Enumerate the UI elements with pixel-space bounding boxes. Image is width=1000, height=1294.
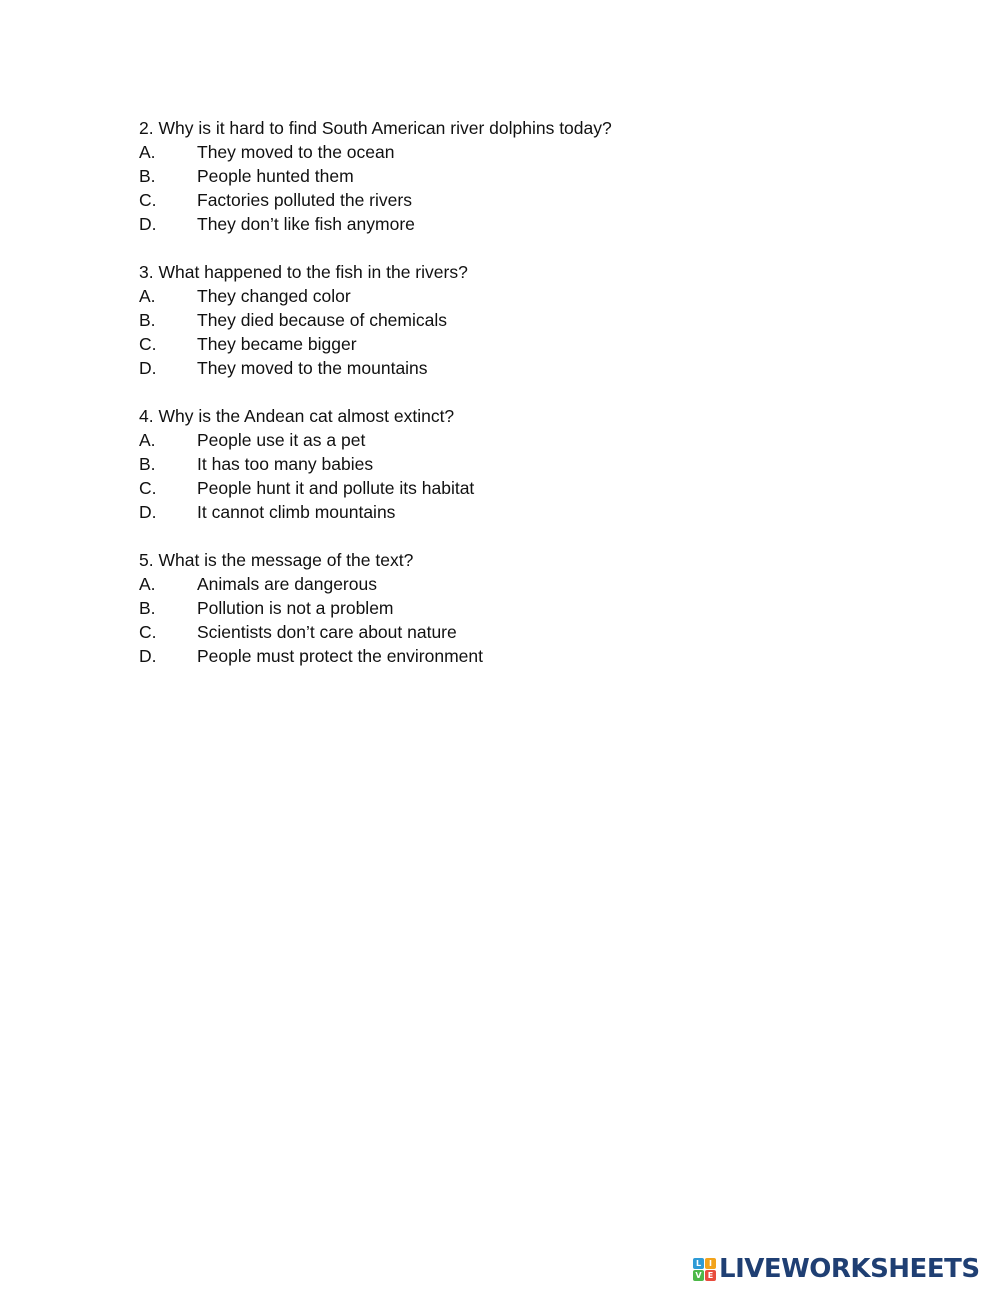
option-text: They moved to the mountains bbox=[197, 358, 428, 378]
option-text: They changed color bbox=[197, 286, 351, 306]
question-5 bbox=[139, 548, 899, 668]
option-c bbox=[139, 476, 899, 500]
question-text: 3. What happened to the fish in the rivers? bbox=[139, 262, 468, 282]
option-d bbox=[139, 500, 899, 524]
logo-mark-cell: L bbox=[693, 1258, 704, 1269]
worksheet bbox=[139, 116, 899, 692]
option-c bbox=[139, 332, 899, 356]
option-b bbox=[139, 452, 899, 476]
option-d bbox=[139, 644, 899, 668]
logo-mark-cell: V bbox=[693, 1270, 704, 1281]
option-letter: A. bbox=[139, 430, 156, 450]
option-text: Factories polluted the rivers bbox=[197, 190, 412, 210]
option-b bbox=[139, 308, 899, 332]
option-text: People hunted them bbox=[197, 166, 354, 186]
option-text: Pollution is not a problem bbox=[197, 598, 394, 618]
option-letter: B. bbox=[139, 598, 156, 618]
question-3 bbox=[139, 260, 899, 380]
liveworksheets-logo bbox=[693, 1254, 980, 1284]
question-text: 5. What is the message of the text? bbox=[139, 550, 414, 570]
option-letter: A. bbox=[139, 574, 156, 594]
option-c bbox=[139, 620, 899, 644]
option-a bbox=[139, 140, 899, 164]
option-letter: B. bbox=[139, 454, 156, 474]
option-letter: D. bbox=[139, 358, 157, 378]
option-letter: D. bbox=[139, 502, 157, 522]
option-letter: A. bbox=[139, 142, 156, 162]
logo-mark-cell: E bbox=[705, 1270, 716, 1281]
option-a bbox=[139, 572, 899, 596]
option-b bbox=[139, 596, 899, 620]
option-text: It has too many babies bbox=[197, 454, 374, 474]
logo-mark-cell: I bbox=[705, 1258, 716, 1269]
option-text: They don’t like fish anymore bbox=[197, 214, 415, 234]
question-text: 2. Why is it hard to find South American river dolphins today? bbox=[139, 118, 612, 138]
option-text: Animals are dangerous bbox=[197, 574, 377, 594]
option-letter: C. bbox=[139, 622, 157, 642]
option-text: People hunt it and pollute its habitat bbox=[197, 478, 475, 498]
option-text: They became bigger bbox=[197, 334, 357, 354]
option-c bbox=[139, 188, 899, 212]
option-b bbox=[139, 164, 899, 188]
option-letter: B. bbox=[139, 310, 156, 330]
option-a bbox=[139, 284, 899, 308]
option-letter: C. bbox=[139, 334, 157, 354]
option-text: Scientists don’t care about nature bbox=[197, 622, 457, 642]
option-text: People use it as a pet bbox=[197, 430, 366, 450]
option-letter: A. bbox=[139, 286, 156, 306]
question-text: 4. Why is the Andean cat almost extinct? bbox=[139, 406, 455, 426]
option-letter: D. bbox=[139, 214, 157, 234]
option-text: People must protect the environment bbox=[197, 646, 483, 666]
option-text: They moved to the ocean bbox=[197, 142, 395, 162]
option-letter: C. bbox=[139, 478, 157, 498]
logo-mark-icon bbox=[693, 1258, 716, 1281]
question-2 bbox=[139, 116, 899, 236]
question-4 bbox=[139, 404, 899, 524]
option-a bbox=[139, 428, 899, 452]
option-letter: D. bbox=[139, 646, 157, 666]
option-d bbox=[139, 356, 899, 380]
option-letter: B. bbox=[139, 166, 156, 186]
option-text: It cannot climb mountains bbox=[197, 502, 396, 522]
logo-text: LIVEWORKSHEETS bbox=[719, 1254, 980, 1284]
option-d bbox=[139, 212, 899, 236]
option-text: They died because of chemicals bbox=[197, 310, 447, 330]
option-letter: C. bbox=[139, 190, 157, 210]
